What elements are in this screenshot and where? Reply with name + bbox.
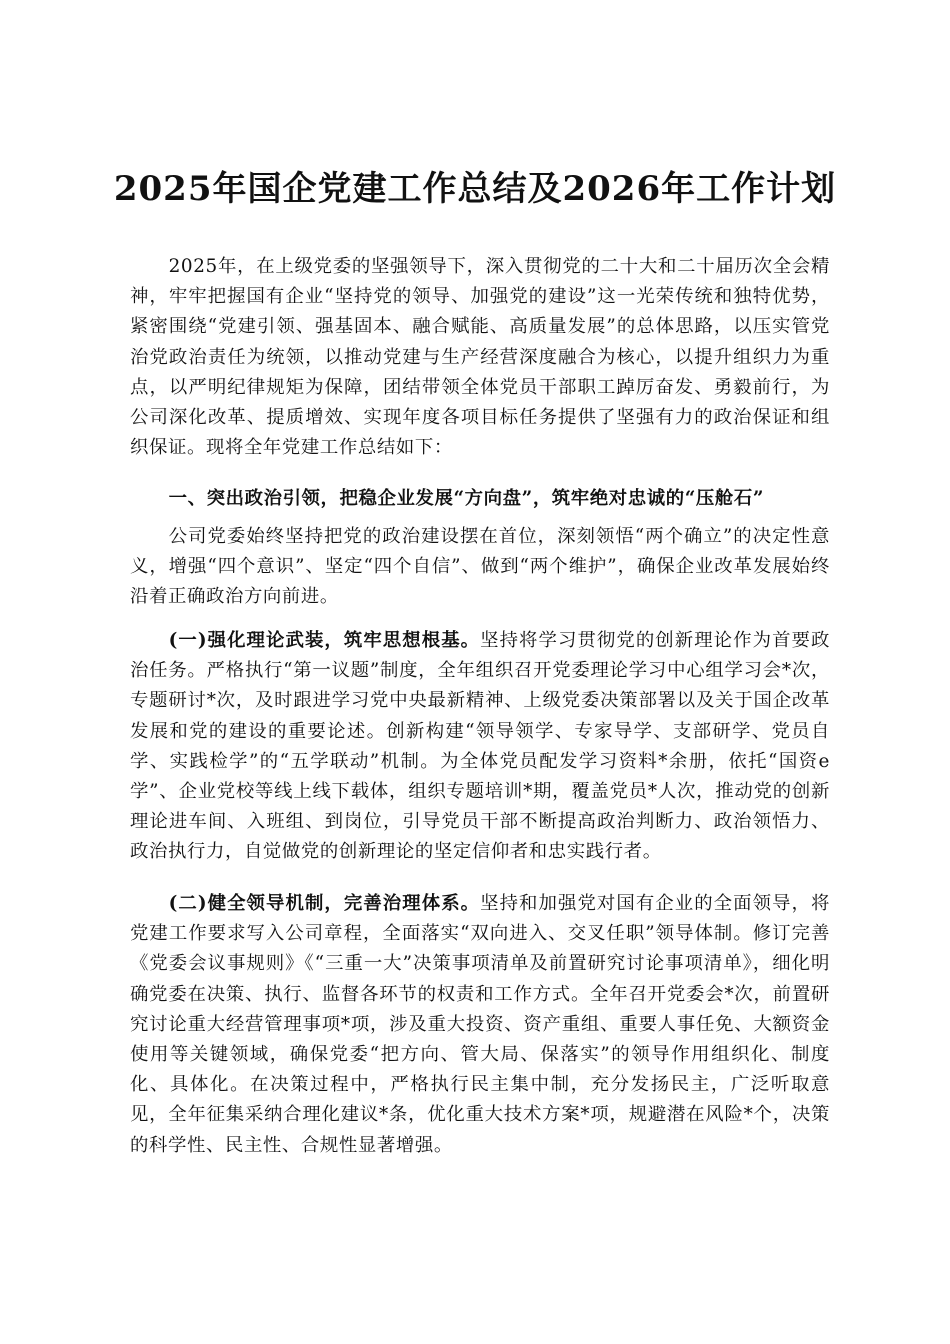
item-2-paragraph bbox=[130, 889, 830, 1161]
item-2-lead: (二)健全领导机制，完善治理体系。 bbox=[168, 893, 481, 914]
item-1-text: 坚持将学习贯彻党的创新理论作为首要政治任务。严格执行“第一议题”制度，全年组织召开党委理论学习中心组学习会*次，专题研讨*次，及时跟进学习党中央最新精神、上级党委决策部署以及关于国企改革发展和党的建设的重要论述。创新构建“领导领学、专家导学、支部研学、党员自学、实践检学”的“五学联动”机制。为全体党员配发学习资料*余册，依托“国资e学”、企业党校等线上线下载体，组织专题培训*期，覆盖党员*人次，推动党的创新理论进车间、入班组、到岗位，引导党员干部不断提高政治判断力、政治领悟力、政治执行力，自觉做党的创新理论的坚定信仰者和忠实践行者。 bbox=[130, 630, 830, 863]
intro-paragraph: 2025年，在上级党委的坚强领导下，深入贯彻党的二十大和二十届历次全会精神，牢牢把握国有企业“坚持党的领导、加强党的建设”这一光荣传统和独特优势，紧密围绕“党建引领、强基固本、融合赋能、高质量发展”的总体思路，以压实管党治党政治责任为统领，以推动党建与生产经营深度融合为核心，以提升组织力为重点，以严明纪律规矩为保障，团结带领全体党员干部职工踔厉奋发、勇毅前行，为公司深化改革、提质增效、实现年度各项目标任务提供了坚强有力的政治保证和组织保证。现将全年党建工作总结如下： bbox=[130, 256, 830, 459]
item-2-text: 坚持和加强党对国有企业的全面领导，将党建工作要求写入公司章程，全面落实“双向进入、交叉任职”领导体制。修订完善《党委会议事规则》《“三重一大”决策事项清单及前置研究讨论事项清单》，细化明确党委在决策、执行、监督各环节的权责和工作方式。全年召开党委会*次，前置研究讨论重大经营管理事项*项，涉及重大投资、资产重组、重要人事任免、大额资金使用等关键领域，确保党委“把方向、管大局、保落实”的领导作用组织化、制度化、具体化。在决策过程中，严格执行民主集中制，充分发扬民主，广泛听取意见，全年征集采纳合理化建议*条，优化重大技术方案*项，规避潜在风险*个，决策的科学性、民主性、合规性显著增强。 bbox=[130, 893, 830, 1156]
section-intro-paragraph: 公司党委始终坚持把党的政治建设摆在首位，深刻领悟“两个确立”的决定性意义，增强“四个意识”、坚定“四个自信”、做到“两个维护”，确保企业改革发展始终沿着正确政治方向前进。 bbox=[130, 526, 830, 608]
section-heading: 一、突出政治引领，把稳企业发展“方向盘”，筑牢绝对忠诚的“压舱石” bbox=[168, 488, 765, 509]
document-title: 2025年国企党建工作总结及2026年工作计划 bbox=[113, 169, 837, 209]
item-1-paragraph bbox=[130, 626, 830, 868]
item-1-lead: (一)强化理论武装，筑牢思想根基。 bbox=[168, 630, 481, 651]
